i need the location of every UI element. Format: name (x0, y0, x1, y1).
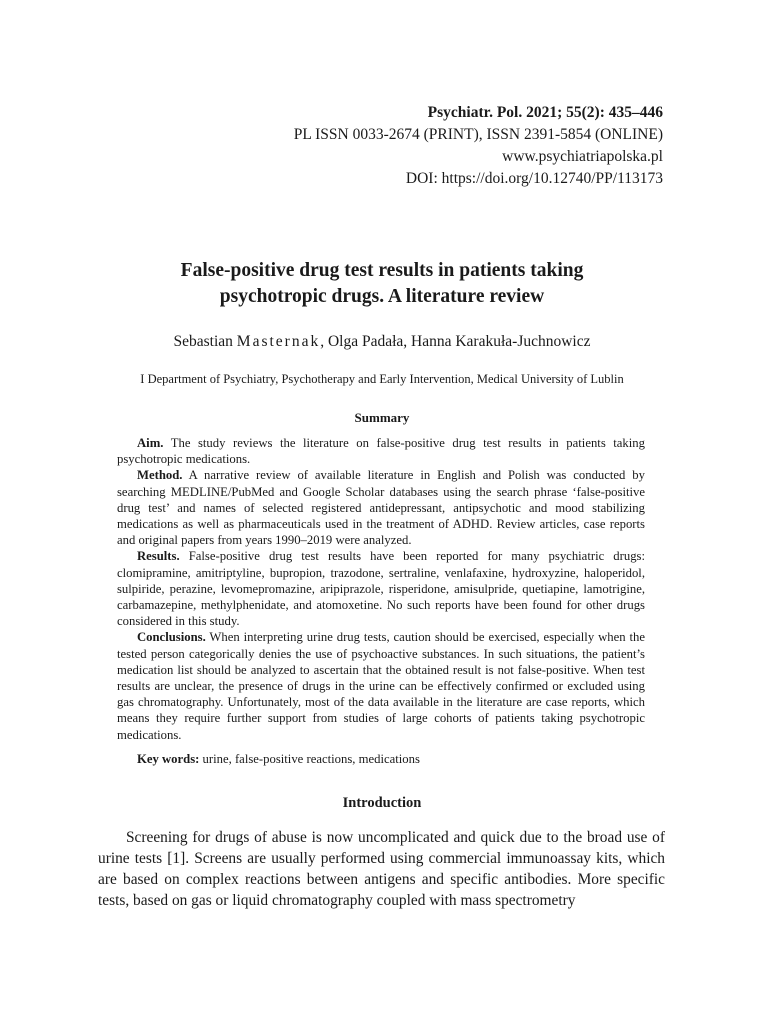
conclusions-paragraph (117, 629, 645, 742)
results-text: False-positive drug test results have been reported for many psychiatric drugs: clomipramine, amitriptyline, bupropion, trazodone, sertraline, venlafaxine, hydroxyzine, haloperidol, sulpiride, perazine, levomepromazine, aripiprazole, risperidone, amisulpride, quetiapine, lamotrigine, carbamazepine, methylphenidate, and atomoxetine. No such reports have been found for other drugs considered in this study. (117, 549, 645, 629)
keywords-text: urine, false-positive reactions, medications (199, 751, 420, 766)
journal-website: www.psychiatriapolska.pl (502, 148, 663, 165)
results-label: Results. (137, 549, 180, 564)
author-first-surname: Masternak (236, 333, 321, 350)
author-list (100, 333, 664, 351)
author-first-given: Sebastian (173, 333, 237, 350)
title-line-1: False-positive drug test results in patients taking (180, 260, 584, 281)
abstract-body (117, 435, 645, 767)
journal-citation: Psychiatr. Pol. 2021; 55(2): 435–446 (427, 104, 663, 121)
keywords-paragraph (117, 751, 645, 767)
conclusions-label: Conclusions. (137, 630, 206, 645)
affiliation: I Department of Psychiatry, Psychotherapy and Early Intervention, Medical University of Lublin (140, 372, 624, 386)
aim-paragraph (117, 435, 645, 467)
authors-rest: , Olga Padała, Hanna Karakuła-Juchnowicz (320, 333, 591, 350)
introduction-heading: Introduction (342, 795, 422, 811)
article-title (100, 258, 664, 310)
aim-label: Aim. (137, 436, 164, 450)
method-paragraph (117, 467, 645, 548)
summary-heading: Summary (354, 410, 410, 425)
issn-line: PL ISSN 0033-2674 (PRINT), ISSN 2391-5854 (ONLINE) (293, 126, 663, 143)
aim-text: The study reviews the literature on false-positive drug test results in patients taking psychotropic medications. (117, 436, 645, 467)
method-label: Method. (137, 468, 183, 483)
doi-line: DOI: https://doi.org/10.12740/PP/113173 (405, 170, 663, 187)
keywords-label: Key words: (137, 751, 200, 766)
title-line-2: psychotropic drugs. A literature review (219, 286, 545, 307)
journal-header (294, 102, 663, 190)
conclusions-text: When interpreting urine drug tests, caution should be exercised, especially when the tested person categorically denies the use of psychoactive substances. In such situations, the patient’s medication list should be analyzed to ascertain that the obtained result is not false-positive. When test results are unclear, the presence of drugs in the urine can be effectively confirmed or excluded using gas chromatography. Unfortunately, most of the data available in the literature are case reports, which means they require further support from studies of large cohorts of patients taking psychotropic medications. (117, 630, 645, 742)
introduction-paragraph: Screening for drugs of abuse is now uncomplicated and quick due to the broad use of urine tests [1]. Screens are usually performed using commercial immunoassay kits, which are based on complex reactions between antigens and specific antibodies. More specific tests, based on gas or liquid chromatography coupled with mass spectrometry (98, 829, 665, 909)
results-paragraph (117, 548, 645, 629)
introduction-body (98, 827, 665, 911)
method-text: A narrative review of available literature in English and Polish was conducted by searching MEDLINE/PubMed and Google Scholar databases using the search phrase ‘false-positive drug test’ and names of selected registered antidepressant, antipsychotic and mood stabilizing medications as well as pharmaceuticals used in the treatment of ADHD. Review articles, case reports and original papers from years 1990–2019 were analyzed. (117, 468, 645, 548)
